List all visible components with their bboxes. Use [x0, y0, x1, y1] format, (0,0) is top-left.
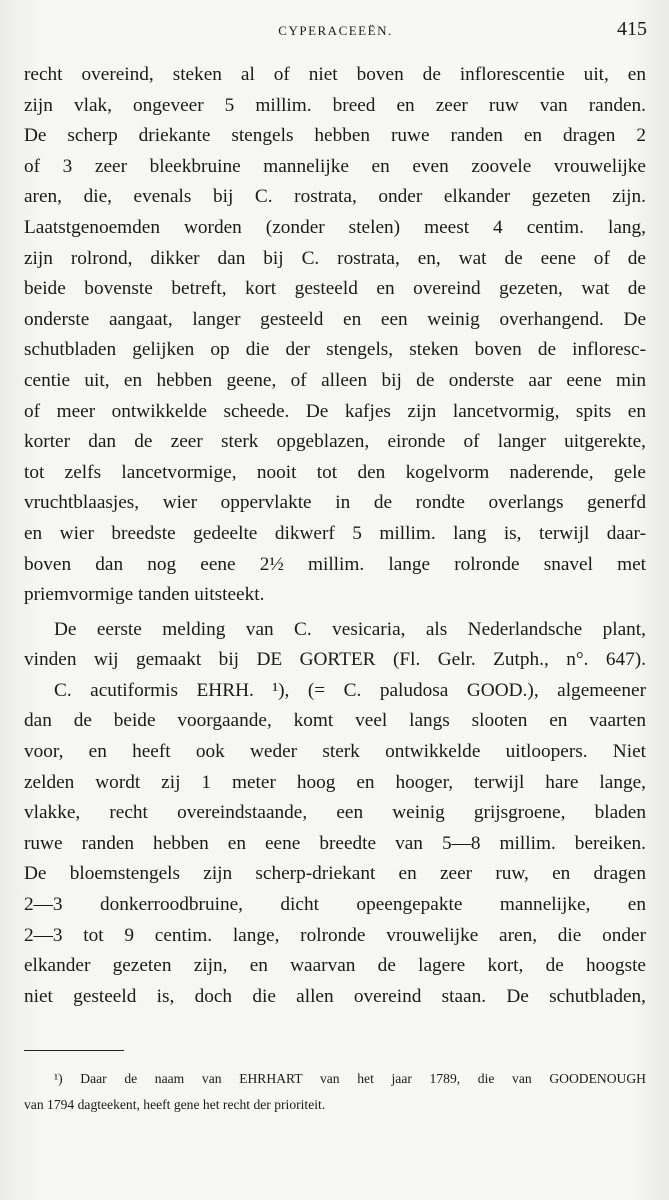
text-line: De eerste melding van C. vesicaria, als Nederlandsche plant,	[54, 618, 646, 640]
text-line: zijn rolrond, dikker dan bij C. rostrata, en, wat de eene of de	[24, 247, 646, 269]
text-line: recht overeind, steken al of niet boven de inflorescentie uit, en	[24, 64, 646, 85]
text-line: vinden wij gemaakt bij DE GORTER (Fl. Gelr. Zutph., n°. 647).	[24, 649, 646, 671]
text-line: De scherp driekante stengels hebben ruwe randen en dragen 2	[24, 125, 646, 147]
text-line: niet gesteeld is, doch die allen overeind staan. De schutbladen,	[24, 985, 646, 1007]
text-line: of meer ontwikkelde scheede. De kafjes zijn lancetvormig, spits en	[24, 400, 646, 422]
text-line: en wier breedste gedeelte dikwerf 5 millim. lang is, terwijl daar-	[24, 522, 646, 544]
text-line: vlakke, recht overeindstaande, een weinig grijsgroene, bladen	[24, 802, 646, 824]
text-line: onderste aangaat, langer gesteeld en een weinig overhangend. De	[24, 308, 646, 330]
text-line: beide bovenste betreft, kort gesteeld en overeind gezeten, wat de	[24, 278, 646, 300]
text-line: Laatstgenoemden worden (zonder stelen) meest 4 centim. lang,	[24, 216, 646, 238]
text-line: of 3 zeer bleekbruine mannelijke en even zoovele vrouwelijke	[24, 155, 646, 177]
text-line: tot zelfs lancetvormige, nooit tot den kogelvorm naderende, gele	[24, 461, 646, 483]
text-line: priemvormige tanden uitsteekt.	[24, 584, 265, 606]
text-line: De bloemstengels zijn scherp-driekant en zeer ruw, en dragen	[24, 863, 646, 885]
footnote-line: ¹) Daar de naam van EHRHART van het jaar 1789, die van GOODENOUGH	[54, 1071, 646, 1086]
text-line: schutbladen gelijken op die der stengels, steken boven de infloresc-	[24, 339, 646, 361]
text-line: zelden wordt zij 1 meter hoog en hooger, terwijl hare lange,	[24, 771, 646, 793]
footnote-line: van 1794 dagteekent, heeft gene het recht der prioriteit.	[24, 1097, 326, 1112]
page-number: 415	[617, 18, 647, 40]
page-header	[24, 20, 647, 46]
body-text	[24, 60, 646, 1012]
text-line: korter dan de zeer sterk opgeblazen, eironde of langer uitgerekte,	[24, 431, 646, 453]
text-line: C. acutiformis EHRH. ¹), (= C. paludosa GOOD.), algemeener	[54, 679, 646, 701]
text-line: 2—3 tot 9 centim. lange, rolronde vrouwelijke aren, die onder	[24, 924, 646, 946]
text-line: elkander gezeten zijn, en waarvan de lagere kort, de hoogste	[24, 955, 646, 977]
text-line: centie uit, en hebben geene, of alleen bij de onderste aar eene min	[24, 369, 646, 391]
text-line: voor, en heeft ook weder sterk ontwikkelde uitloopers. Niet	[24, 741, 646, 763]
text-line: dan de beide voorgaande, komt veel langs slooten en vaarten	[24, 710, 646, 732]
text-line: aren, die, evenals bij C. rostrata, onder elkander gezeten zijn.	[24, 186, 646, 208]
text-line: vruchtblaasjes, wier oppervlakte in de rondte overlangs generfd	[24, 492, 646, 514]
footnote	[24, 1066, 646, 1118]
text-line: zijn vlak, ongeveer 5 millim. breed en zeer ruw van randen.	[24, 94, 646, 116]
footnote-rule	[24, 1050, 124, 1051]
text-line: 2—3 donkerroodbruine, dicht opeengepakte mannelijke, en	[24, 894, 646, 916]
text-line: ruwe randen hebben en eene breedte van 5—8 millim. bereiken.	[24, 832, 646, 854]
text-line: boven dan nog eene 2½ millim. lange rolronde snavel met	[24, 553, 646, 575]
running-head: CYPERACEEËN.	[278, 23, 393, 38]
